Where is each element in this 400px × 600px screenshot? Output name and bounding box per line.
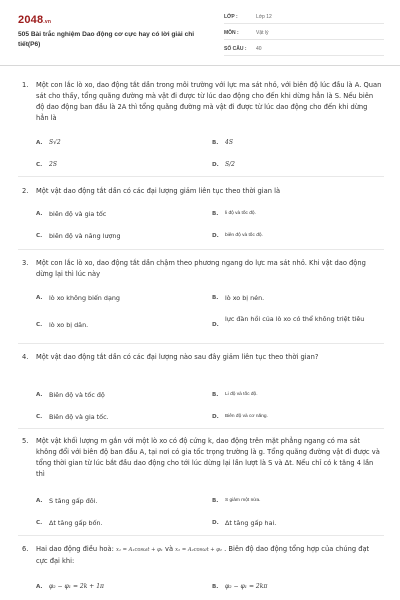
option-label: D. [212,414,219,420]
option-label: C. [36,520,43,526]
question-number: 1. [22,81,29,89]
question-body: Một con lắc lò xo, dao động tắt dần chậm theo phương ngang do lực ma sát nhỏ. Khi vật dao động dừng lại thì lúc này [36,259,366,278]
meta-class [224,10,384,24]
option-label: C. [36,322,43,328]
meta-subject [224,26,384,40]
question-body-part: . Biên độ dao động tổng hợp của chúng đạt cực đại khi: [36,545,370,565]
option-label: B. [212,392,219,398]
option-text: S giảm một nửa. [225,498,261,503]
question-body-part: Hai dao động điều hoà: [36,545,117,553]
divider [18,176,384,177]
option-text: lực đàn hồi của lò xo có thể không triệt tiêu [225,315,365,323]
option-label: D. [212,233,219,239]
divider [18,343,384,344]
option-text: S/2 [225,161,235,168]
option-text: S√2 [49,139,61,146]
option-label: B. [212,584,219,590]
question-body: Một vật khối lượng m gắn với một lò xo có độ cứng k, dao động trên mặt phẳng ngang có ma sát không đổi với biên độ ban đầu A, tại nơi có gia tốc trọng trường là g. Tổng quãng đường vật đi được và tổng thời gian từ lúc bắt đầu dao động cho tới lúc dừng lại lần lượt là S và Δt. Nếu chỉ có k tăng 4 lần thì [36,437,380,478]
option-text: Biên độ và tốc độ [49,391,105,399]
meta-value: Vật lý [256,30,269,36]
question-body: Một vật dao động tắt dần có các đại lượng nào sau đây giảm liên tục theo thời gian? [36,353,319,361]
divider [18,249,384,250]
option-label: C. [36,162,43,168]
option-label: B. [212,140,219,146]
question-number: 5. [22,437,29,445]
question-body-part: và [162,545,176,553]
site-logo[interactable] [18,14,51,26]
meta-key: MÔN : [224,30,239,36]
option-label: C. [36,233,43,239]
question-number: 3. [22,259,29,267]
option-label: A. [36,584,43,590]
option-text: lò xo không biến dạng [49,294,120,302]
divider [18,535,384,536]
formula-x2: x₂ = A₂cosωt + φ₂ [175,547,223,553]
option-text: φ₂ − φ₁ = 2kπ [225,583,268,590]
meta-count [224,42,384,56]
option-text: biên độ và năng lượng [49,232,121,240]
meta-value: 40 [256,46,262,52]
option-label: B. [212,295,219,301]
page-header [0,0,400,66]
option-text: Δt tăng gấp bốn. [49,519,103,527]
option-label: D. [212,162,219,168]
question-number: 4. [22,353,29,361]
option-text: 2S [49,161,57,168]
option-label: B. [212,498,219,504]
option-text: lò xo bị nén. [225,294,265,302]
option-label: C. [36,414,43,420]
meta-value: Lớp 12 [256,14,272,20]
option-text: Δt tăng gấp hai. [225,519,277,527]
meta-key: LỚP : [224,14,238,20]
meta-key: SỐ CÂU : [224,46,247,52]
option-text: biên độ và gia tốc [49,210,107,218]
option-text: φ₂ − φ₁ = 2k + 1π [49,583,104,590]
question-number: 6. [22,545,29,553]
site-logo-suffix: .vn [43,19,52,25]
option-text: Biên độ và gia tốc. [49,413,109,421]
option-text: biên độ và tốc độ. [225,233,263,238]
option-text: 4S [225,139,233,146]
option-text: Biên độ và cơ năng. [225,414,268,419]
option-text: S tăng gấp đôi. [49,497,98,505]
divider [18,428,384,429]
formula-x1: x₁ = A₁cosωt + φ₁ [116,547,163,553]
question-body: Một vật dao động tắt dần có các đại lượng giảm liên tục theo thời gian là [36,187,281,195]
option-label: A. [36,295,43,301]
option-label: B. [212,211,219,217]
option-label: D. [212,322,219,328]
option-label: A. [36,140,43,146]
option-label: A. [36,498,43,504]
option-label: D. [212,520,219,526]
option-text: li độ và tốc độ. [225,211,256,216]
question-body [36,544,382,567]
site-logo-text: 2048 [18,14,44,26]
page-title: 505 Bài trắc nghiệm Dao động cơ cực hay có lời giải chi tiết(P6) [18,31,195,48]
question-body: Một con lắc lò xo, dao động tắt dần trong môi trường với lực ma sát nhỏ, với biên độ lúc đầu là A. Quan sát cho thấy, tổng quãng đường mà vật đi được từ lúc dao động cho đến khi dừng hẳn là S. Nếu biên độ dao động ban đầu là 2A thì tổng quãng đường mà vật đi được từ lúc dao động cho đến khi dừng hẳn là [36,81,382,122]
question-number: 2. [22,187,29,195]
option-label: A. [36,211,43,217]
option-text: Li độ và tốc độ. [225,392,258,397]
option-text: lò xo bị dãn. [49,321,89,329]
option-label: A. [36,392,43,398]
